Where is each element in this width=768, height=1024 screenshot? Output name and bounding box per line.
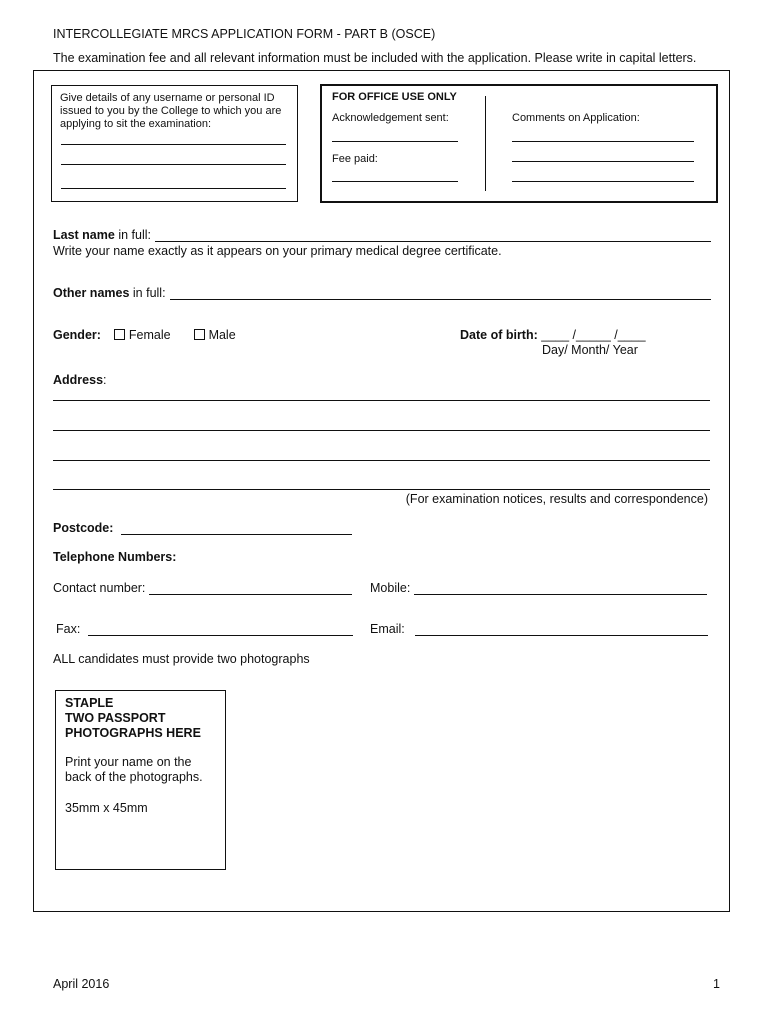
office-use-box (320, 84, 718, 203)
other-names-row (53, 286, 711, 301)
photo-box-line-3: PHOTOGRAPHS HERE (65, 726, 201, 740)
college-id-line-3[interactable] (61, 188, 286, 189)
address-line-2[interactable] (53, 430, 710, 431)
female-checkbox[interactable] (114, 329, 125, 340)
address-colon: : (103, 373, 107, 387)
fax-field[interactable] (88, 635, 353, 636)
email-row (370, 622, 708, 637)
photo-box-line-2: TWO PASSPORT (65, 711, 166, 725)
address-heading (53, 373, 107, 388)
footer-date: April 2016 (53, 977, 110, 991)
dob-row (460, 328, 646, 343)
address-line-1[interactable] (53, 400, 710, 401)
acknowledgement-line[interactable] (332, 141, 458, 142)
male-checkbox[interactable] (194, 329, 205, 340)
female-label: Female (128, 328, 171, 342)
college-id-box (51, 85, 298, 202)
comments-line-3[interactable] (512, 181, 694, 182)
comments-label: Comments on Application: (512, 112, 640, 124)
contact-number-label: Contact number: (53, 581, 146, 595)
fax-row (56, 622, 353, 637)
comments-line-2[interactable] (512, 161, 694, 162)
dob-label: Date of birth: (460, 328, 538, 342)
contact-number-row (53, 581, 352, 596)
dob-field[interactable]: ____ /_____ /____ (541, 328, 646, 342)
photo-box-instruction: Print your name on the back of the photographs. (65, 755, 203, 784)
acknowledgement-label: Acknowledgement sent: (332, 112, 449, 124)
form-instructions: The examination fee and all relevant information must be included with the application. Please write in capital letters. (53, 51, 697, 65)
photo-staple-box[interactable] (55, 690, 226, 870)
address-label: Address (53, 373, 104, 387)
address-line-3[interactable] (53, 460, 710, 461)
postcode-field[interactable] (121, 534, 352, 535)
last-name-suffix: in full: (114, 228, 151, 242)
other-names-label: Other names (53, 286, 130, 300)
form-title: INTERCOLLEGIATE MRCS APPLICATION FORM - PART B (OSCE) (53, 27, 436, 41)
last-name-row (53, 228, 711, 243)
photo-box-line-1: STAPLE (65, 696, 114, 710)
photos-note: ALL candidates must provide two photographs (53, 652, 310, 666)
other-names-suffix: in full: (129, 286, 166, 300)
mobile-label: Mobile: (370, 581, 411, 595)
fee-paid-label: Fee paid: (332, 153, 378, 165)
photo-box-size: 35mm x 45mm (65, 801, 148, 815)
last-name-field[interactable] (155, 241, 711, 242)
contact-number-field[interactable] (149, 594, 352, 595)
college-id-line-2[interactable] (61, 164, 286, 165)
fee-paid-line[interactable] (332, 181, 458, 182)
mobile-field[interactable] (414, 594, 707, 595)
email-field[interactable] (415, 635, 708, 636)
other-names-field[interactable] (170, 299, 711, 300)
male-label: Male (208, 328, 236, 342)
mobile-row (370, 581, 707, 596)
postcode-label: Postcode: (53, 521, 114, 535)
office-divider (485, 96, 486, 191)
comments-line-1[interactable] (512, 141, 694, 142)
college-id-instructions: Give details of any username or personal ID issued to you by the College to which you are applying to sit the examination: (60, 92, 282, 130)
dob-hint: Day/ Month/ Year (542, 343, 638, 357)
last-name-label: Last name (53, 228, 115, 242)
fax-label: Fax: (56, 622, 81, 636)
page-number: 1 (713, 977, 720, 991)
telephone-heading: Telephone Numbers: (53, 550, 177, 564)
last-name-note: Write your name exactly as it appears on your primary medical degree certificate. (53, 244, 502, 258)
address-line-4[interactable] (53, 489, 710, 490)
email-label: Email: (370, 622, 405, 636)
postcode-row (53, 521, 352, 536)
college-id-line-1[interactable] (61, 144, 286, 145)
gender-label: Gender: (53, 328, 101, 342)
address-note: (For examination notices, results and correspondence) (405, 492, 708, 506)
office-use-title: FOR OFFICE USE ONLY (332, 91, 457, 103)
gender-row (53, 328, 236, 343)
